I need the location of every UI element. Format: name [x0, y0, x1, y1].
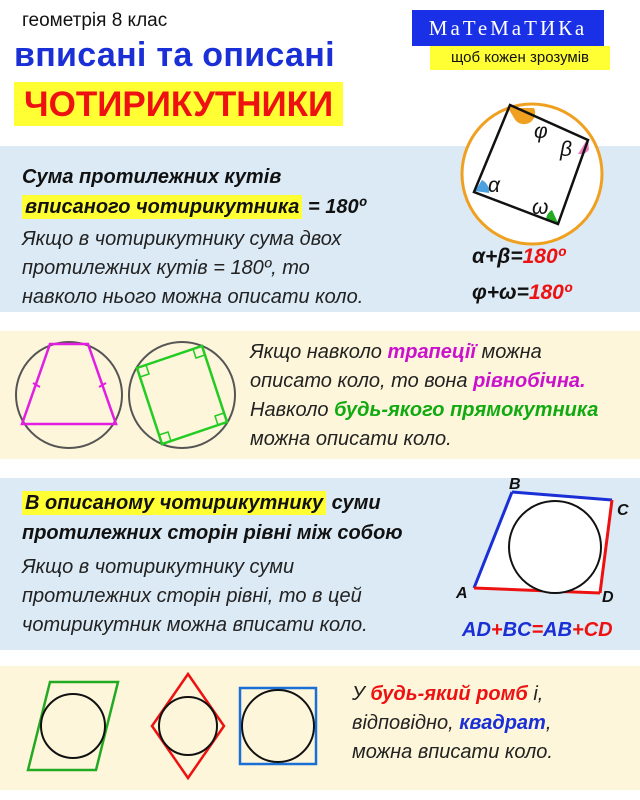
inscribed-quadrilateral-diagram	[452, 98, 612, 250]
title-line1: вписані та описані	[14, 36, 335, 74]
section3-body-line3: чотирикутник можна вписати коло.	[22, 614, 368, 636]
section1-body-line1: Якщо в чотирикутнику сума двох	[22, 228, 342, 250]
circumscribed-quadrilateral-diagram	[452, 478, 632, 608]
rhombus-diamond	[152, 674, 224, 778]
section4-line2-c: ,	[545, 712, 552, 734]
section4-line2-a: відповідно,	[352, 712, 460, 734]
formula-phi-omega	[472, 281, 572, 305]
formula-plus2: +	[572, 619, 584, 641]
brand-logo: МаТеМаТИКа	[412, 10, 604, 46]
section4-square-term: квадрат	[459, 712, 546, 734]
angle-phi-label: φ	[534, 120, 548, 143]
section2-rectangle-term: будь-якого прямокутника	[334, 399, 599, 421]
sides-formula	[462, 619, 613, 642]
formula-bc: BC	[502, 619, 532, 641]
formula-eq: =	[531, 619, 544, 641]
section3-heading-highlight: В описаному чотирикутнику	[22, 491, 326, 515]
brand-tagline: щоб кожен зрозумів	[430, 46, 610, 70]
section1-heading	[22, 162, 366, 222]
section3-heading	[22, 488, 403, 548]
vertex-c-label: C	[617, 502, 629, 519]
rhombus1-incircle	[41, 694, 105, 758]
section1-body	[22, 225, 363, 312]
section1-body-line2: протилежних кутів = 180º, то	[22, 257, 310, 279]
section2-trapezoid-term: трапеції	[387, 341, 476, 363]
angle-omega-label: ω	[532, 196, 549, 219]
formula-ab: AB	[543, 619, 573, 641]
formula-ad: AD	[462, 619, 491, 641]
formula-alpha-beta	[472, 245, 565, 269]
formula1-rhs: 180º	[522, 245, 566, 268]
formula2-lhs: φ+ω=	[472, 281, 529, 304]
formula-cd: CD	[583, 619, 613, 641]
vertex-d-label: D	[602, 589, 614, 606]
vertex-a-label: A	[456, 585, 468, 602]
section3-heading-rest: суми	[326, 492, 381, 514]
section4-line1-c: і,	[527, 683, 544, 705]
formula2-rhs: 180º	[528, 281, 572, 304]
rhombus2-incircle	[159, 697, 217, 755]
section3-heading-line2: протилежних сторін рівні між собою	[22, 522, 403, 544]
section3-body	[22, 553, 368, 640]
square-incircle	[242, 690, 314, 762]
square	[240, 688, 316, 764]
section2-body	[250, 338, 598, 454]
section2-line1-c: можна	[475, 341, 542, 363]
formula-plus1: +	[490, 619, 503, 641]
trapezoid-rectangle-diagram	[12, 338, 242, 454]
rhombus-square-diagram	[20, 672, 340, 782]
section4-line1-a: У	[352, 683, 371, 705]
section2-isosceles-term: рівнобічна.	[473, 370, 586, 392]
section4-body	[352, 680, 553, 767]
inscribed-rectangle	[137, 346, 227, 444]
vertex-b-label: B	[509, 478, 521, 493]
section1-heading-rest: = 180º	[302, 196, 366, 218]
formula1-lhs: α+β=	[472, 245, 523, 268]
section1-heading-line1: Сума протилежних кутів	[22, 166, 282, 188]
section2-line2-a: описато коло, то вона	[250, 370, 474, 392]
circumscribed-circle	[462, 104, 602, 244]
section2-line3-a: Навколо	[250, 399, 335, 421]
section2-line1-a: Якщо навколо	[250, 341, 388, 363]
section3-body-line1: Якщо в чотирикутнику суми	[22, 556, 295, 578]
section4-rhombus-term: будь-який ромб	[370, 683, 528, 705]
section4-line3: можна вписати коло.	[352, 741, 553, 763]
title-line2: ЧОТИРИКУТНИКИ	[14, 82, 343, 126]
section1-heading-highlight: вписаного чотирикутника	[22, 195, 302, 219]
inscribed-circle	[509, 501, 601, 593]
section2-line4: можна описати коло.	[250, 428, 452, 450]
angle-alpha-label: α	[488, 174, 500, 197]
grade-label: геометрія 8 клас	[22, 10, 168, 31]
section1-body-line3: навколо нього можна описати коло.	[22, 286, 364, 308]
section3-body-line2: протилежних сторін рівні, то в цей	[22, 585, 362, 607]
angle-beta-label: β	[560, 138, 572, 161]
